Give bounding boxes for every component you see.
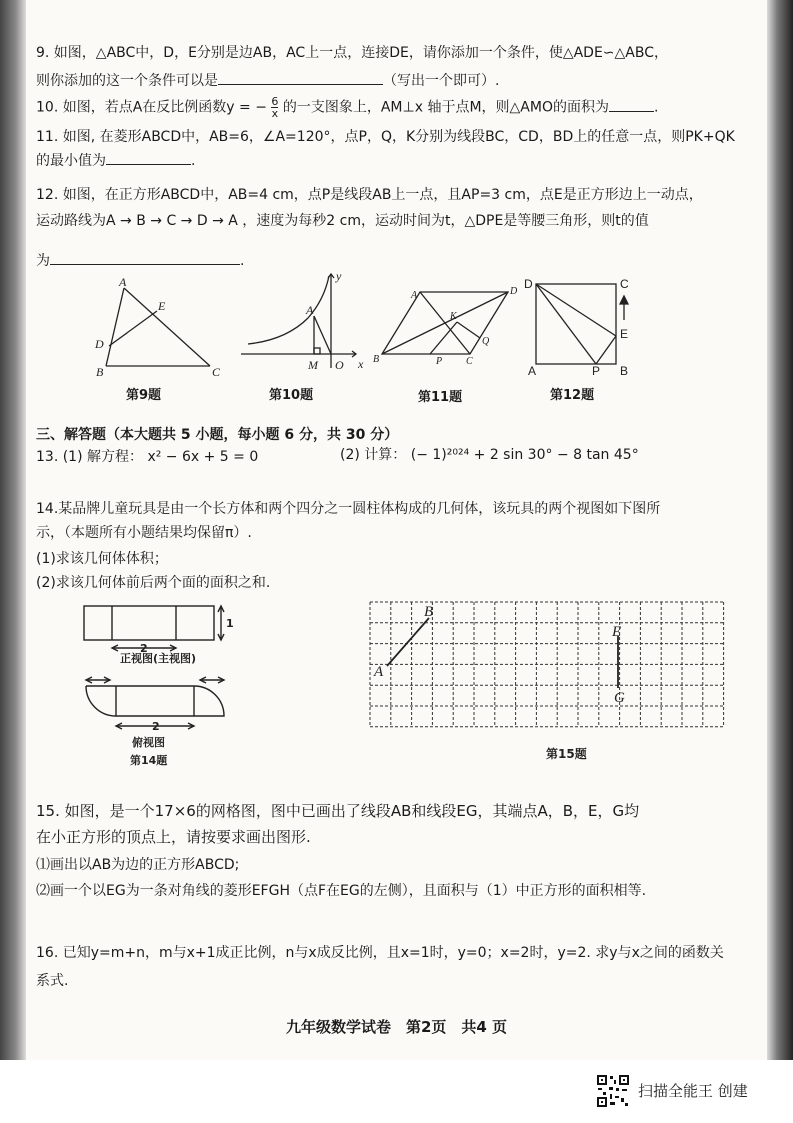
fig14-caption: 第14题 bbox=[130, 754, 168, 767]
fig11-label-c: C bbox=[466, 356, 473, 367]
fig12-caption: 第12题 bbox=[550, 388, 595, 403]
fig12-label-p: P bbox=[592, 364, 601, 376]
scan-edge-left bbox=[0, 0, 26, 1060]
fig11-label-p: P bbox=[436, 356, 443, 367]
fig11-label-q: Q bbox=[482, 336, 490, 347]
q9-answer-blank[interactable] bbox=[218, 70, 383, 85]
q11-line2-text: 的最小值为 bbox=[36, 153, 106, 169]
fig15-label-a: A bbox=[374, 664, 384, 680]
figure-12 bbox=[520, 276, 640, 376]
fig15-segment-ab bbox=[387, 618, 429, 666]
q12-line3-text: 为 bbox=[36, 253, 50, 269]
qr-code-icon bbox=[596, 1074, 630, 1108]
exam-page bbox=[26, 0, 767, 1060]
fig9-label-a: A bbox=[119, 278, 127, 289]
fig14-top-label: 俯视图 bbox=[132, 736, 165, 749]
figure-11 bbox=[370, 280, 520, 370]
q11-answer-blank[interactable] bbox=[106, 150, 191, 165]
fig15-label-b: B bbox=[424, 604, 434, 620]
fig14-dim-1: 1 bbox=[226, 617, 234, 630]
figure-9 bbox=[94, 278, 224, 378]
scan-edge-right bbox=[767, 0, 793, 1060]
fig11-label-b: B bbox=[373, 354, 380, 365]
q10-answer-blank[interactable] bbox=[609, 97, 654, 112]
q11-line1: 11. 如图, 在菱形ABCD中，AB=6，∠A=120°，点P，Q，K分别为线段BC，CD，BD上的任意一点，则PK+QK bbox=[36, 129, 735, 145]
q14-line1: 14.某品牌儿童玩具是由一个长方体和两个四分之一圆柱体构成的几何体，该玩具的两个视图如下图所 bbox=[36, 501, 661, 517]
section3-title: 三、解答题（本大题共 5 小题，每小题 6 分，共 30 分） bbox=[36, 427, 399, 443]
fig15-label-g: G bbox=[614, 690, 625, 706]
fig14-dim-2-front: 2 bbox=[140, 642, 148, 655]
q13-part2: (2) 计算： (− 1)²⁰²⁴ + 2 sin 30° − 8 tan 45° bbox=[340, 447, 639, 463]
fig10-caption: 第10题 bbox=[269, 388, 314, 403]
fig10-label-a: A bbox=[306, 303, 314, 317]
q9-line2-text: 则你添加的这一个条件可以是 bbox=[36, 73, 218, 89]
fig9-label-e: E bbox=[158, 299, 166, 313]
q12-line1: 12. 如图，在正方形ABCD中，AB=4 cm，点P是线段AB上一点，且AP=3 cm，点E是正方形边上一动点， bbox=[36, 187, 703, 203]
q11-line2 bbox=[36, 150, 195, 170]
fig9-caption: 第9题 bbox=[126, 388, 162, 403]
fig11-label-d: D bbox=[510, 286, 518, 297]
q10-fraction bbox=[271, 96, 278, 119]
page-footer: 九年级数学试卷 第2页 共4 页 bbox=[285, 1018, 508, 1036]
q15-line3: ⑴画出以AB为边的正方形ABCD; bbox=[36, 857, 240, 873]
q12-line2: 运动路线为A → B → C → D → A ，速度为每秒2 cm，运动时间为t，△DPE是等腰三角形，则t的值 bbox=[36, 213, 649, 229]
q10-text-a: 10. 如图，若点A在反比例函数y = − bbox=[36, 99, 267, 116]
fig9-label-c: C bbox=[212, 365, 221, 378]
scanner-watermark: 扫描全能王 创建 bbox=[638, 1082, 748, 1100]
fig9-label-b: B bbox=[96, 365, 104, 378]
q9-line2 bbox=[36, 70, 499, 90]
q10-frac-num: 6 bbox=[271, 95, 279, 108]
fig12-label-d: D bbox=[524, 277, 533, 291]
q16-line2: 系式. bbox=[36, 973, 69, 989]
fig14-front-label: 正视图(主视图) bbox=[120, 652, 197, 665]
fig12-label-c: C bbox=[620, 277, 629, 291]
q16-line1: 16. 已知y=m+n，m与x+1成正比例，n与x成反比例，且x=1时，y=0；x=2时，y=2. 求y与x之间的函数关 bbox=[36, 945, 724, 961]
q13-part1: 13. (1) 解方程： x² − 6x + 5 = 0 bbox=[36, 449, 259, 465]
fig11-label-k: K bbox=[450, 311, 457, 322]
fig12-label-e: E bbox=[620, 327, 629, 341]
q15-line1: 15. 如图，是一个17×6的网格图，图中已画出了线段AB和线段EG，其端点A，B，E，G均 bbox=[36, 802, 640, 820]
q10-frac-den: x bbox=[271, 107, 279, 120]
fig10-label-m: M bbox=[308, 358, 318, 372]
q9-line2-hint: （写出一个即可）. bbox=[383, 73, 500, 89]
q12-end: . bbox=[240, 253, 245, 269]
q14-line2: 示，（本题所有小题结果均保留π）. bbox=[36, 525, 252, 541]
q11-end: . bbox=[191, 153, 196, 169]
q12-line3 bbox=[36, 250, 244, 270]
q15-line2: 在小正方形的顶点上，请按要求画出图形. bbox=[36, 828, 311, 846]
fig15-label-e: E bbox=[612, 624, 622, 640]
fig12-label-a: A bbox=[528, 364, 537, 376]
q10-line bbox=[36, 96, 658, 119]
figure-10 bbox=[236, 268, 366, 378]
fig15-caption: 第15题 bbox=[546, 747, 587, 761]
fig11-label-a: A bbox=[411, 290, 418, 301]
fig14-dim-2-top: 2 bbox=[152, 720, 160, 733]
figure-15 bbox=[366, 598, 726, 768]
q9-line1: 9. 如图，△ABC中，D，E分别是边AB，AC上一点，连接DE，请你添加一个条件，使△ADE∽△ABC， bbox=[36, 45, 669, 61]
q10-text-b: 的一支图象上，AM⊥x 轴于点M，则△AMO的面积为 bbox=[282, 99, 609, 116]
figure-14 bbox=[76, 598, 256, 768]
fig12-label-b: B bbox=[620, 364, 629, 376]
fig10-label-x: x bbox=[358, 357, 364, 371]
q14-line4: (2)求该几何体前后两个面的面积之和. bbox=[36, 575, 271, 591]
fig15-grid bbox=[370, 602, 724, 727]
fig9-label-d: D bbox=[95, 337, 104, 351]
q14-line3: (1)求该几何体体积； bbox=[36, 551, 168, 567]
fig10-label-o: O bbox=[335, 358, 344, 372]
q10-end: . bbox=[653, 99, 659, 116]
q15-line4: ⑵画一个以EG为一条对角线的菱形EFGH（点F在EG的左侧），且面积与（1）中正方形的面积相等. bbox=[36, 883, 647, 899]
fig11-caption: 第11题 bbox=[418, 390, 463, 405]
fig10-label-y: y bbox=[336, 269, 342, 283]
q12-answer-blank[interactable] bbox=[50, 250, 240, 265]
